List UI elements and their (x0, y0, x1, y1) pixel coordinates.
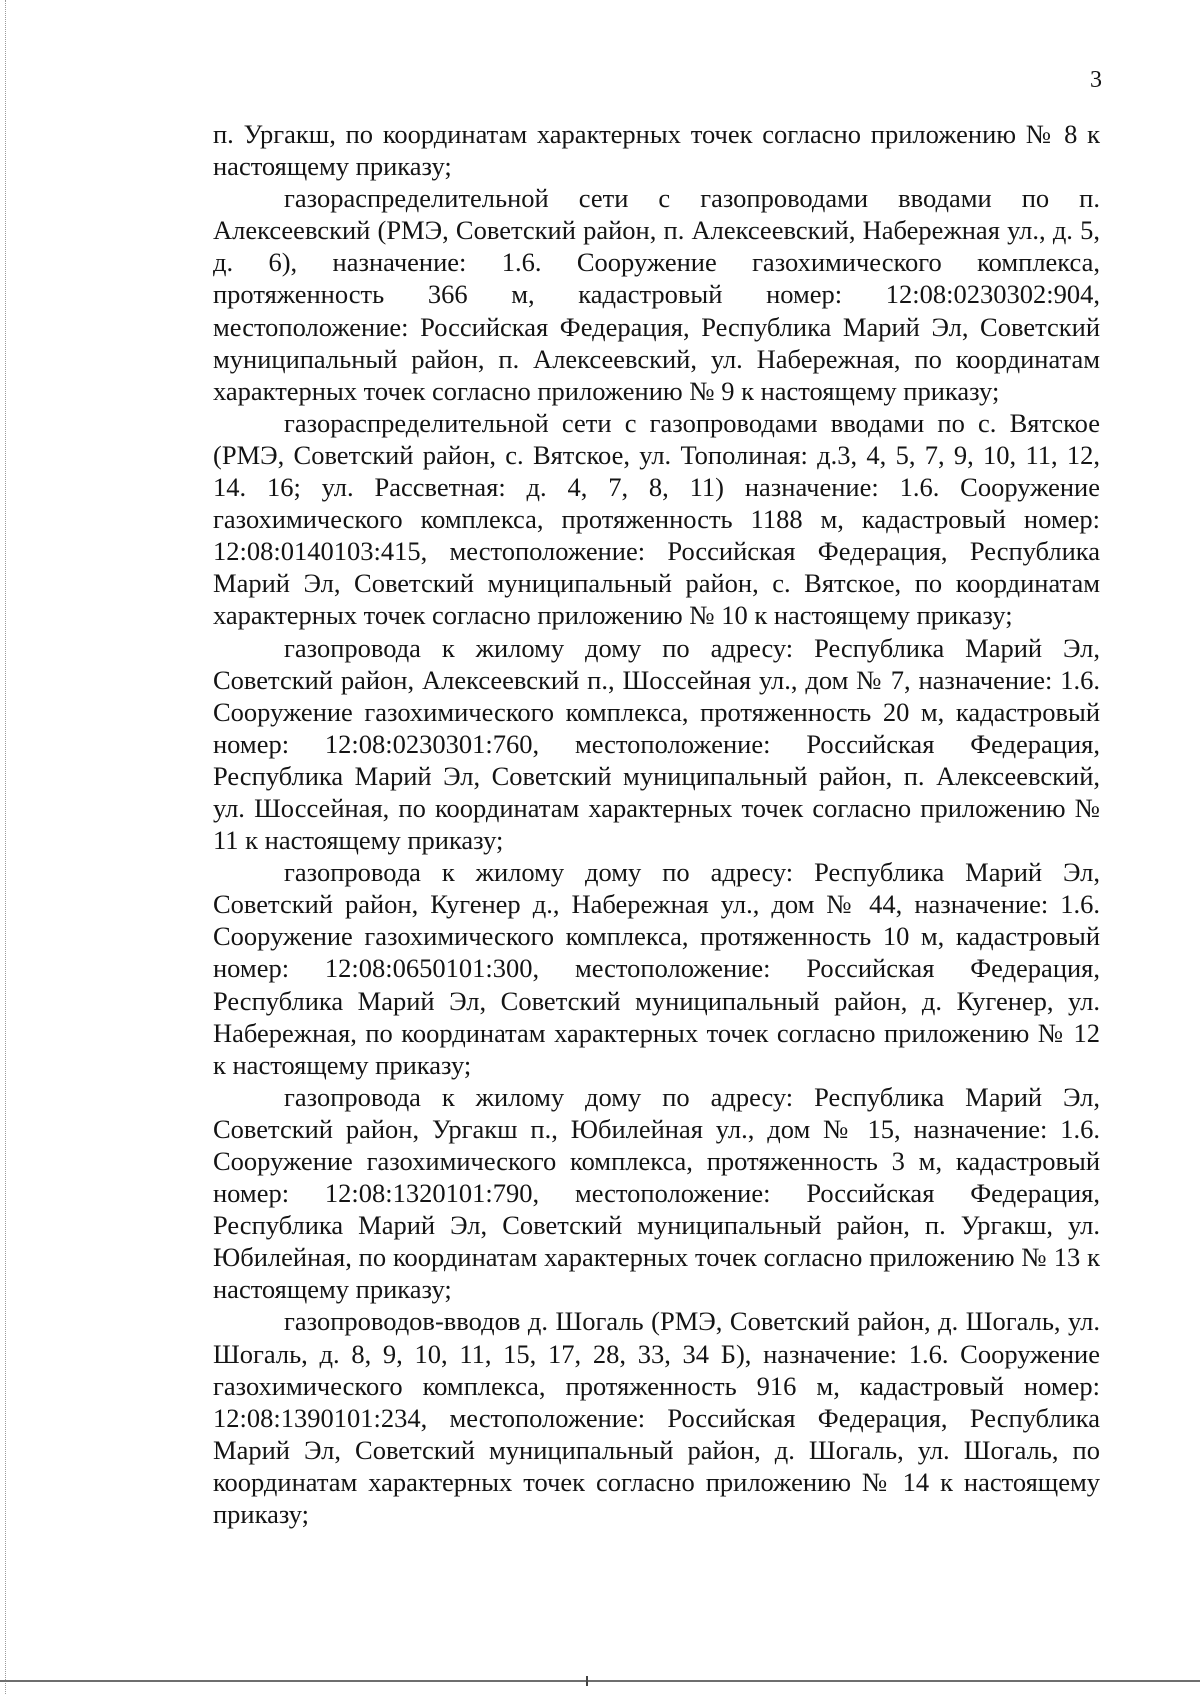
paragraph-continuation: п. Ургакш, по координатам характерных точек согласно приложению № 8 к настоящему приказу; (213, 119, 1100, 182)
paragraph-vyatskoe-network: газораспределительной сети с газопроводами вводами по с. Вятское (РМЭ, Советский район, с. Вятское, ул. Тополиная: д.3, 4, 5, 7, 9, 10, 11, 12, 14. 16; ул. Рассветная: д. 4, 7, 8, 11) назначение: 1.6. Сооружение газохимического комплекса, протяженность 1188 м, кадастровый номер: 12:08:0140103:415, местоположение: Российская Федерация, Республика Марий Эл, Советский муниципальный район, с. Вятское, по координатам характерных точек согласно приложению № 10 к настоящему приказу; (213, 407, 1100, 631)
paragraph-shogal-gas-inlets: газопроводов-вводов д. Шогаль (РМЭ, Советский район, д. Шогаль, ул. Шогаль, д. 8, 9, 10, 11, 15, 17, 28, 33, 34 Б), назначение: 1.6. Сооружение газохимического комплекса, протяженность 916 м, кадастровый номер: 12:08:1390101:234, местоположение: Российская Федерация, Республика Марий Эл, Советский муниципальный район, д. Шогаль, ул. Шогаль, по координатам характерных точек согласно приложению № 14 к настоящему приказу; (213, 1306, 1100, 1530)
scan-bottom-tick (586, 1676, 588, 1686)
paragraph-shosseynaya-gas-pipeline: газопровода к жилому дому по адресу: Республика Марий Эл, Советский район, Алексеевский п., Шоссейная ул., дом № 7, назначение: 1.6. Сооружение газохимического комплекса, протяженность 20 м, кадастровый номер: 12:08:0230301:760, местоположение: Российская Федерация, Республика Марий Эл, Советский муниципальный район, п. Алексеевский, ул. Шоссейная, по координатам характерных точек согласно приложению № 11 к настоящему приказу; (213, 632, 1100, 856)
scan-bottom-edge (0, 1680, 1200, 1682)
document-body (213, 118, 1100, 1530)
paragraph-kugener-gas-pipeline: газопровода к жилому дому по адресу: Республика Марий Эл, Советский район, Кугенер д., Набережная ул., дом № 44, назначение: 1.6. Сооружение газохимического комплекса, протяженность 10 м, кадастровый номер: 12:08:0650101:300, местоположение: Российская Федерация, Республика Марий Эл, Советский муниципальный район, д. Кугенер, ул. Набережная, по координатам характерных точек согласно приложению № 12 к настоящему приказу; (213, 857, 1100, 1080)
paragraph-alekseevsky-network: газораспределительной сети с газопроводами вводами по п. Алексеевский (РМЭ, Советский район, п. Алексеевский, Набережная ул., д. 5, д. 6), назначение: 1.6. Сооружение газохимического комплекса, протяженность 366 м, кадастровый номер: 12:08:0230302:904, местоположение: Российская Федерация, Республика Марий Эл, Советский муниципальный район, п. Алексеевский, ул. Набережная, по координатам характерных точек согласно приложению № 9 к настоящему приказу; (213, 183, 1100, 406)
scan-left-edge (5, 0, 6, 1694)
paragraph-urgaksh-gas-pipeline: газопровода к жилому дому по адресу: Республика Марий Эл, Советский район, Ургакш п., Юбилейная ул., дом № 15, назначение: 1.6. Сооружение газохимического комплекса, протяженность 3 м, кадастровый номер: 12:08:1320101:790, местоположение: Российская Федерация, Республика Марий Эл, Советский муниципальный район, п. Ургакш, ул. Юбилейная, по координатам характерных точек согласно приложению № 13 к настоящему приказу; (213, 1081, 1100, 1305)
page-number: 3 (1090, 67, 1102, 93)
